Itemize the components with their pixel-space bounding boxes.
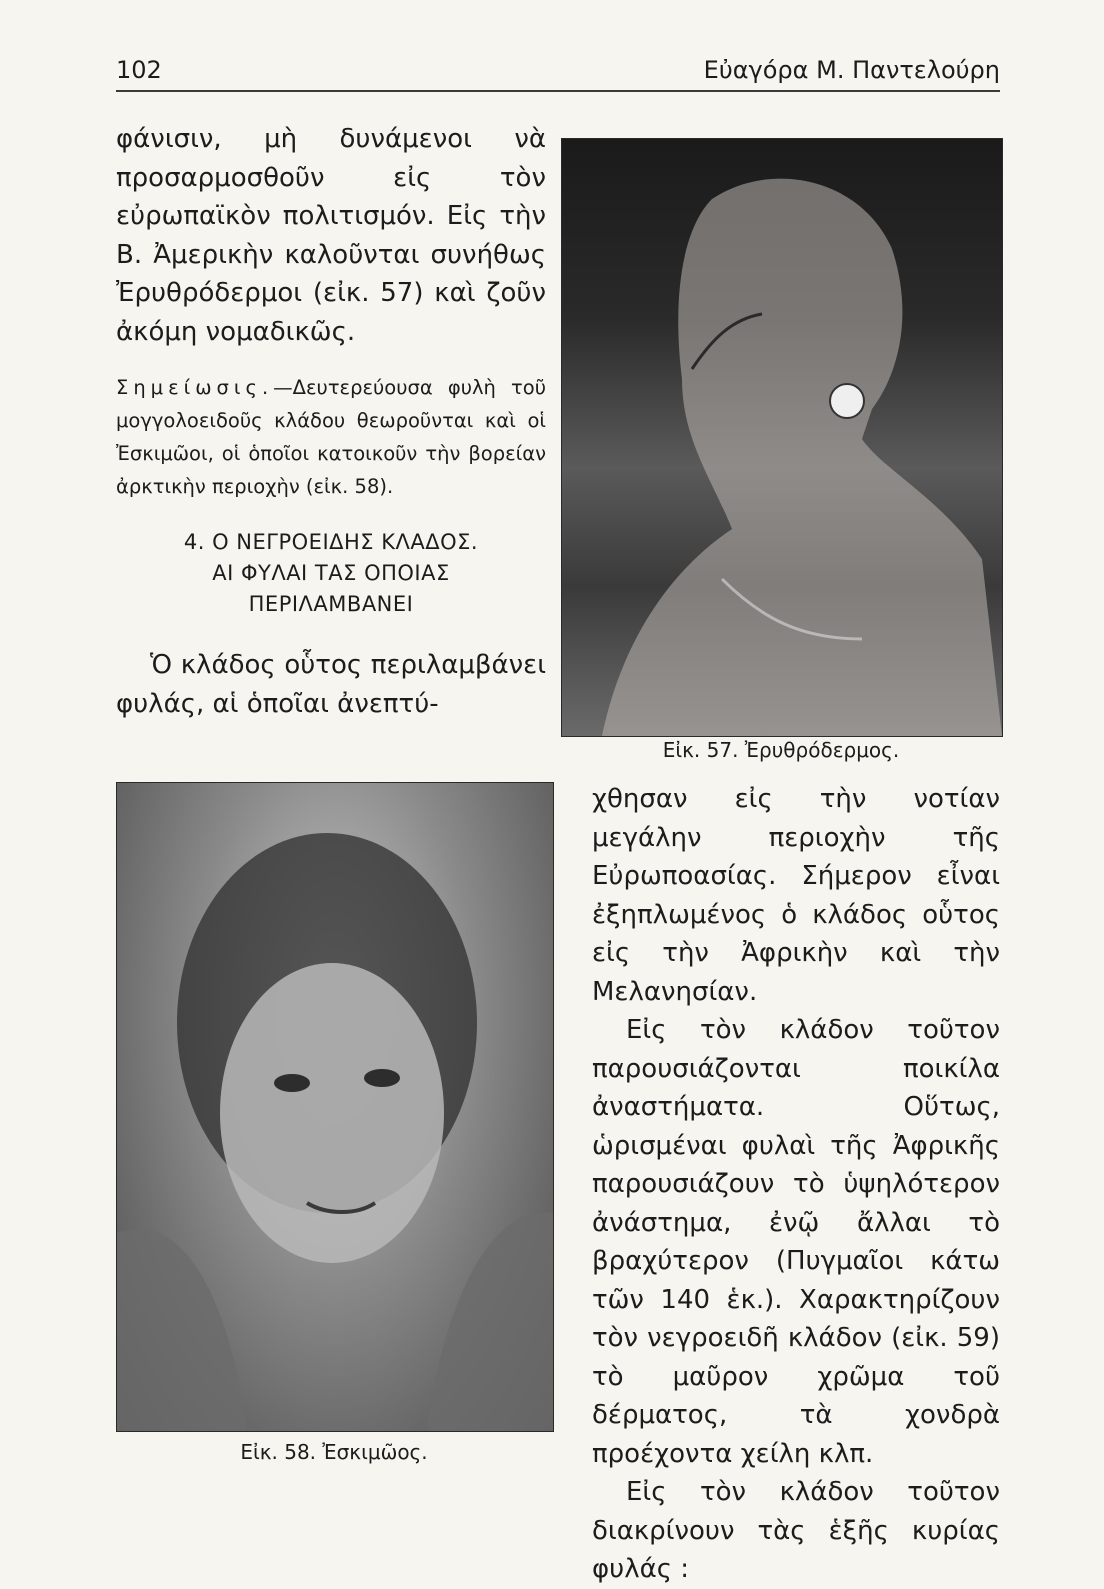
section-heading-line-2: ΑΙ ΦΥΛΑΙ ΤΑΣ ΟΠΟΙΑΣ — [212, 561, 450, 585]
right-column — [592, 780, 1000, 1589]
portrait-silhouette-57 — [562, 139, 1002, 736]
left-paragraph-2: Ὁ κλάδος οὗτος περιλαμβάνει φυλάς, αἱ ὁποῖαι ἀνεπτύ- — [116, 650, 546, 719]
section-heading-line-3: ΠΕΡΙΛΑΜΒΑΝΕΙ — [248, 592, 414, 616]
photo-fig58-portrait — [116, 782, 554, 1432]
section-heading-line-1: 4. Ο ΝΕΓΡΟΕΙΔΗΣ ΚΛΑΔΟΣ. — [183, 530, 479, 554]
right-paragraph-3: Εἰς τὸν κλάδον τοῦτον διακρίνουν τὰς ἑξῆς κυρίας φυλάς : — [592, 1477, 1000, 1584]
note-lead: Σημείωσις. — [116, 376, 274, 399]
right-paragraph-2: Εἰς τὸν κλάδον τοῦτον παρουσιάζονται ποικίλα ἀναστήματα. Οὕτως, ὡρισμέναι φυλαὶ τῆς Ἀφρικῆς παρουσιάζουν τὸ ὑψηλότερον ἀνάστημα, ἐνῷ ἄλλαι τὸ βραχύτερον (Πυγμαῖοι κάτω τῶν 140 ἑκ.). Χαρακτηρίζουν τὸν νεγροειδῆ κλάδον (εἰκ. 59) τὸ μαῦρον χρῶμα τοῦ δέρματος, τὰ χονδρὰ προέχοντα χείλη κλπ. — [592, 1015, 1000, 1469]
note-paragraph — [116, 371, 546, 503]
page-header — [116, 56, 1000, 92]
left-column — [116, 120, 546, 723]
figure-58-caption: Εἰκ. 58. Ἐσκιμῶος. — [240, 1440, 428, 1464]
figure-57-caption: Εἰκ. 57. Ἐρυθρόδερμος. — [662, 738, 900, 762]
right-paragraph-1: χθησαν εἰς τὴν νοτίαν μεγάλην περιοχὴν τῆς Εὐρωποασίας. Σήμερον εἶναι ἐξηπλωμένος ὁ κλάδος οὗτος εἰς τὴν Ἀφρικὴν καὶ τὴν Μελανησίαν. — [592, 784, 1000, 1007]
running-head: Εὐαγόρα Μ. Παντελούρη — [703, 56, 1000, 84]
section-heading — [116, 527, 546, 620]
page-number: 102 — [116, 56, 162, 84]
photo-fig57-portrait — [561, 138, 1003, 737]
note-body: —Δευτερεύουσα φυλὴ τοῦ μογγολοειδοῦς κλάδου θεωροῦνται καὶ οἱ Ἐσκιμῶοι, οἱ ὁποῖοι κατοικοῦν τὴν βορείαν ἀρκτικὴν περιοχὴν (εἰκ. 58). — [116, 376, 546, 498]
left-paragraph-1: φάνισιν, μὴ δυνάμενοι νὰ προσαρμοσθοῦν εἰς τὸν εὐρωπαϊκὸν πολιτισμόν. Εἰς τὴν Β. Ἀμερικὴν καλοῦνται συνήθως Ἐρυθρόδερμοι (εἰκ. 57) καὶ ζοῦν ἀκόμη νομαδικῶς. — [116, 124, 546, 347]
portrait-silhouette-58 — [117, 783, 553, 1431]
